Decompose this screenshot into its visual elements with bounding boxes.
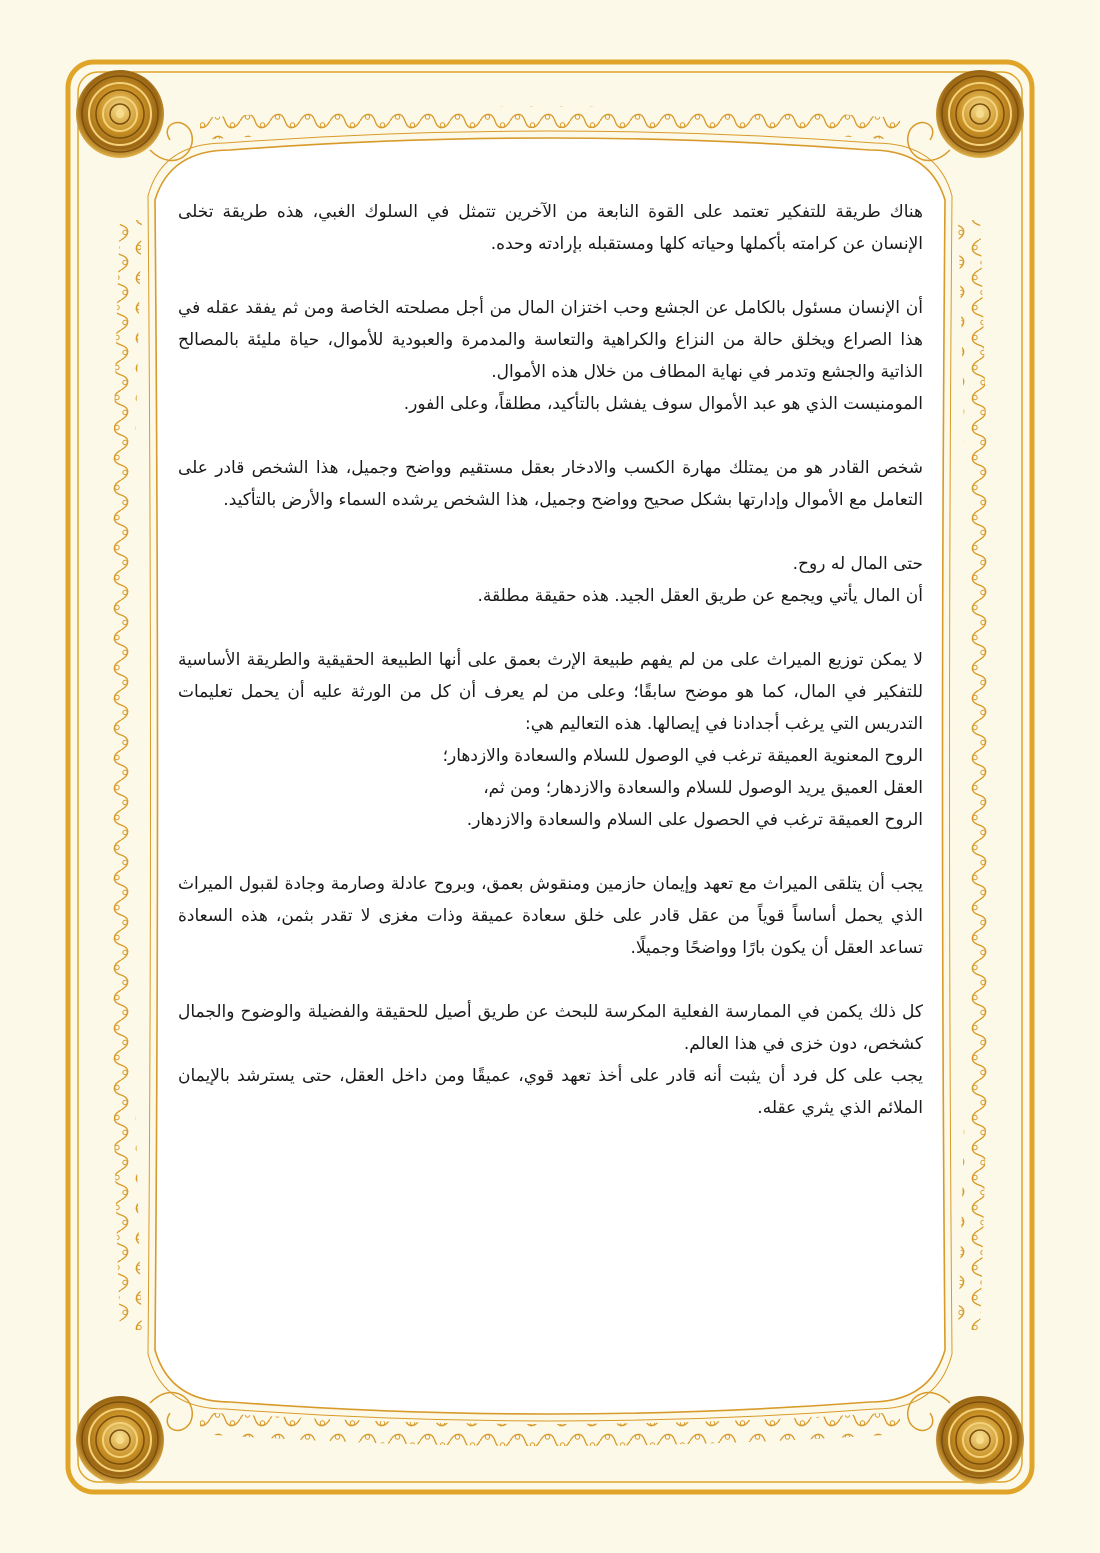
paragraph-line: حتى المال له روح. — [792, 554, 923, 574]
paragraph-3 — [178, 452, 923, 516]
scroll-band-right — [958, 220, 990, 1330]
scroll-band-top — [200, 106, 900, 140]
paragraph-1 — [178, 196, 923, 260]
medallion-bottom-left — [76, 1396, 164, 1484]
scroll-band-left — [110, 220, 142, 1330]
paragraph-line: الروح العميقة ترغب في الحصول على السلام والسعادة والازدهار. — [466, 810, 923, 830]
paragraph-line: المومنيست الذي هو عبد الأموال سوف يفشل بالتأكيد، مطلقاً، وعلى الفور. — [403, 394, 923, 414]
scroll-band-bottom — [200, 1412, 900, 1446]
paragraph-line: يجب على كل فرد أن يثبت أنه قادر على أخذ تعهد قوي، عميقًا ومن داخل العقل، حتى يسترشد بالإيمان الملائم الذي يثري عقله. — [178, 1066, 923, 1118]
paragraph-line: كل ذلك يكمن في الممارسة الفعلية المكرسة للبحث عن طريق أصيل للحقيقة والفضيلة والوضوح والجمال كشخص، دون خزى في هذا العالم. — [178, 1002, 923, 1054]
document-body — [178, 196, 923, 1156]
medallion-top-right — [936, 70, 1024, 158]
paragraph-6 — [178, 868, 923, 964]
medallion-top-left — [76, 70, 164, 158]
paragraph-7 — [178, 996, 923, 1124]
paragraph-line: شخص القادر هو من يمتلك مهارة الكسب والادخار بعقل مستقيم وواضح وجميل، هذا الشخص قادر على التعامل مع الأموال وإدارتها بشكل صحيح وواضح وجميل، هذا الشخص يرشده السماء والأرض بالتأكيد. — [178, 458, 923, 510]
paragraph-line: العقل العميق يريد الوصول للسلام والسعادة والازدهار؛ ومن ثم، — [483, 778, 923, 798]
paragraph-line: الروح المعنوية العميقة ترغب في الوصول للسلام والسعادة والازدهار؛ — [442, 746, 923, 766]
paragraph-line: هناك طريقة للتفكير تعتمد على القوة النابعة من الآخرين تتمثل في السلوك الغبي، هذه طريقة تخلى الإنسان عن كرامته بأكملها وحياته كلها ومستقبله بإرادته وحده. — [178, 202, 923, 254]
medallion-bottom-right — [936, 1396, 1024, 1484]
paragraph-2 — [178, 292, 923, 420]
paragraph-line: أن الإنسان مسئول بالكامل عن الجشع وحب اختزان المال من أجل مصلحته الخاصة ومن ثم يفقد عقله في هذا الصراع ويخلق حالة من النزاع والكراهية والتعاسة والمدمرة والعبودية للأموال، حياة مليئة بالمصالح الذاتية والجشع وتدمر في نهاية المطاف من خلال هذه الأموال. — [178, 298, 923, 382]
paragraph-line: أن المال يأتي ويجمع عن طريق العقل الجيد. هذه حقيقة مطلقة. — [477, 586, 923, 606]
paragraph-4 — [178, 548, 923, 612]
paragraph-5 — [178, 644, 923, 836]
paragraph-line: لا يمكن توزيع الميراث على من لم يفهم طبيعة الإرث بعمق على أنها الطبيعة الحقيقية والطريقة الأساسية للتفكير في المال، كما هو موضح سابقًا؛ وعلى من لم يعرف أن كل من الورثة عليه أن يحمل تعليمات التدريس التي يرغب أجدادنا في إيصالها. هذه التعاليم هي: — [178, 650, 923, 734]
paragraph-line: يجب أن يتلقى الميراث مع تعهد وإيمان حازمين ومنقوش بعمق، وبروح عادلة وصارمة وجادة لقبول الميراث الذي يحمل أساساً قوياً من عقل قادر على خلق سعادة عميقة وذات مغزى لا تقدر بثمن، هذه السعادة تساعد العقل أن يكون بارًا وواضحًا وجميلًا. — [178, 874, 923, 958]
